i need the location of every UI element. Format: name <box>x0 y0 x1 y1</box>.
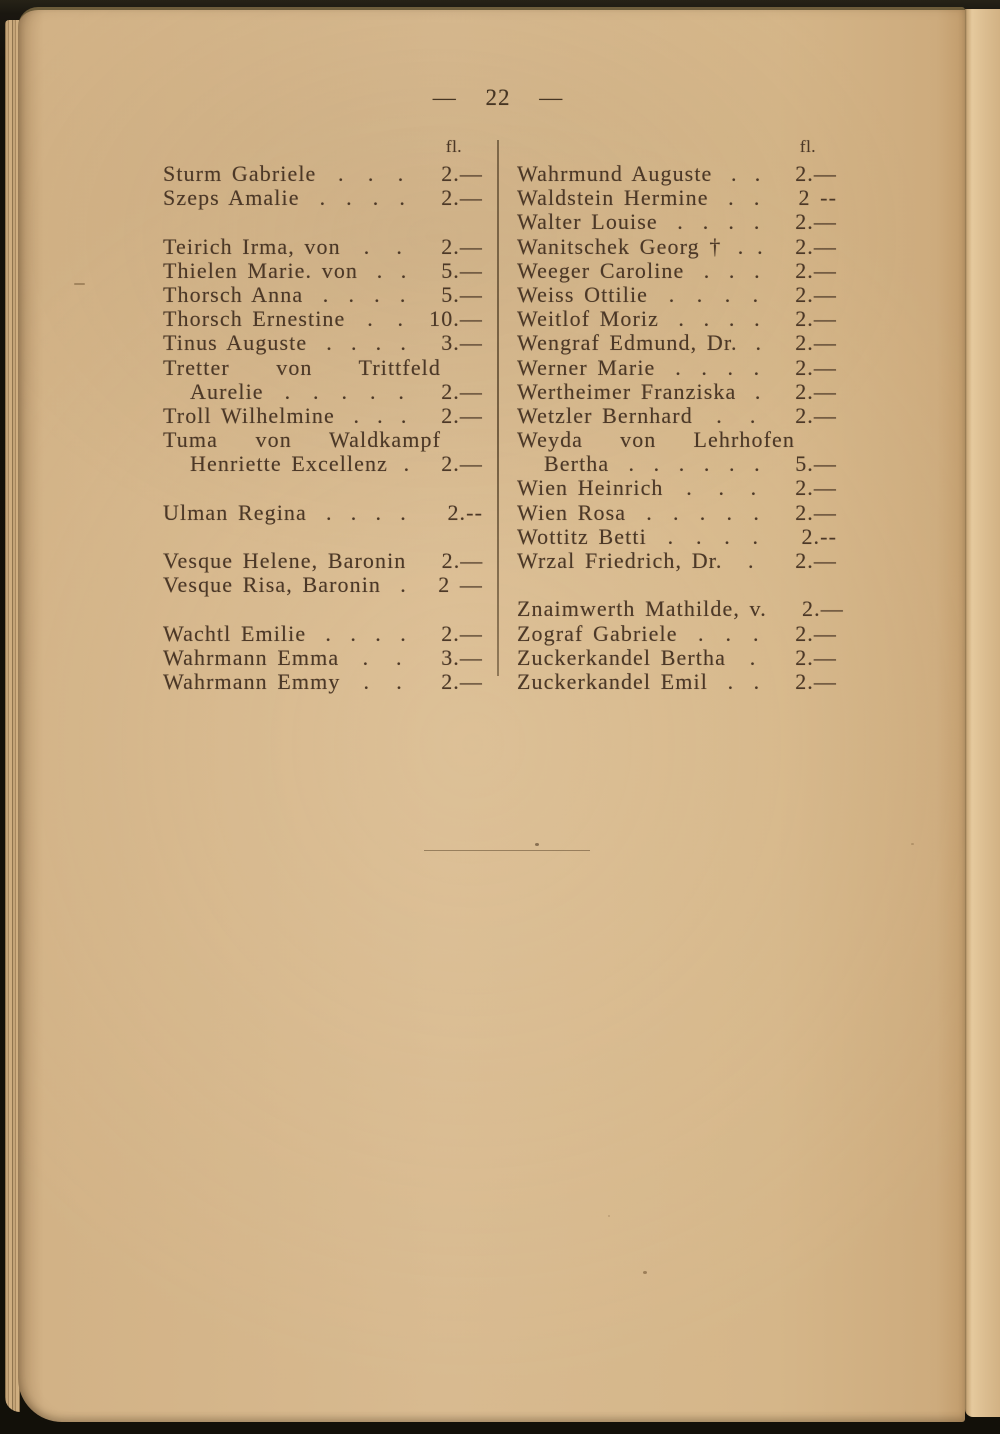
dot-leader: . . . . <box>675 354 761 380</box>
amount-value: 2.— <box>795 620 837 646</box>
ledger-row <box>517 548 837 572</box>
ledger-row <box>517 258 837 282</box>
ledger-row <box>163 403 483 427</box>
person-name: Wien Heinrich <box>517 475 664 501</box>
amount-value: 2.-- <box>447 499 483 525</box>
ledger-entries-left <box>163 161 483 693</box>
person-name: Waldstein Hermine <box>517 185 709 211</box>
amount-value: 2.— <box>795 330 837 356</box>
amount-value: 3.— <box>441 330 483 356</box>
person-name: Sturm Gabriele <box>163 161 317 186</box>
dot-leader: . . <box>716 402 757 428</box>
person-name: Wottitz Betti <box>517 523 647 549</box>
person-name: Walter Louise <box>517 209 658 235</box>
ledger-row <box>163 379 483 403</box>
ledger-row <box>517 355 837 379</box>
ledger-row <box>163 234 483 258</box>
ledger-row <box>163 427 483 451</box>
person-name: Henriette Excellenz <box>190 451 388 477</box>
person-name: Weyda von Lehrhofen <box>517 427 795 453</box>
ledger-row <box>163 161 483 185</box>
dot-leader: . . . . <box>668 281 760 307</box>
amount-value: 2.— <box>795 644 837 670</box>
dot-leader: . . <box>727 668 761 694</box>
currency-header-left: fl. <box>445 137 463 156</box>
ledger-row <box>517 427 837 451</box>
person-name: Tretter von Trittfeld <box>163 354 441 380</box>
amount-value: 2.— <box>802 596 844 622</box>
dot-leader: . . . . <box>325 499 407 525</box>
amount-value: 2.— <box>441 185 483 211</box>
dot-leader: . . . <box>353 402 408 428</box>
ledger-row <box>517 621 837 645</box>
ledger-row <box>517 403 837 427</box>
amount-value: 2.— <box>441 620 483 646</box>
amount-value: 2.— <box>795 161 837 186</box>
amount-value: 2.— <box>795 354 837 380</box>
ledger-row <box>517 306 837 330</box>
amount-value: 2.— <box>795 281 837 307</box>
person-name: Wrzal Friedrich, Dr. <box>517 548 723 573</box>
dot-leader: . <box>755 330 763 356</box>
amount-value: 2.— <box>795 306 837 332</box>
amount-value: 2.— <box>441 161 483 186</box>
dot-leader: . . <box>737 233 764 259</box>
amount-value: 2.-- <box>801 523 837 549</box>
dot-leader: . . . <box>703 257 761 283</box>
dot-leader: . . <box>367 306 405 332</box>
person-name: Wanitschek Georg † <box>517 233 722 259</box>
ledger-row <box>517 185 837 209</box>
ledger-row <box>163 621 483 645</box>
person-name: Thielen Marie. von <box>163 257 359 283</box>
dot-leader: . . . . <box>319 185 406 211</box>
ledger-row <box>517 209 837 233</box>
dot-leader: . . . . <box>678 306 761 332</box>
person-name: Znaimwerth Mathilde, v. <box>517 596 767 622</box>
person-name: Zograf Gabriele <box>517 620 678 646</box>
dot-leader: . <box>747 548 755 573</box>
amount-value: 2.— <box>795 378 837 404</box>
ledger-row <box>163 258 483 282</box>
amount-value: 2.— <box>795 668 837 694</box>
person-name: Teirich Irma, von <box>163 233 341 259</box>
ledger-row <box>163 185 483 209</box>
person-name: Troll Wilhelmine <box>163 402 335 428</box>
person-name: Zuckerkandel Bertha <box>517 644 726 670</box>
dot-leader: . . <box>363 668 403 694</box>
dot-leader: . . <box>362 644 403 670</box>
currency-header-row <box>163 137 483 161</box>
currency-header-right: fl. <box>799 137 817 156</box>
amount-value: 2 -- <box>798 185 837 211</box>
page-number: — 22 — <box>432 85 564 110</box>
amount-value: 10.— <box>429 306 483 332</box>
person-name: Weeger Caroline <box>517 257 685 283</box>
dot-leader: . <box>400 572 407 598</box>
ledger-row <box>517 330 837 354</box>
ledger-column-right <box>517 137 844 694</box>
person-name: Wahrmann Emmy <box>163 668 341 694</box>
dot-leader: . . . . <box>322 281 407 307</box>
person-name: Aurelie <box>190 378 264 404</box>
ledger-row <box>517 500 837 524</box>
dot-leader: . <box>749 644 757 670</box>
amount-value: 2.— <box>795 475 837 501</box>
ledger-row <box>517 234 837 258</box>
person-name: Vesque Helene, Baronin <box>163 548 407 573</box>
currency-header-row <box>517 137 837 161</box>
person-name: Wetzler Bernhard <box>517 402 693 428</box>
person-name: Ulman Regina <box>163 499 307 525</box>
person-name: Wengraf Edmund, Dr. <box>517 330 738 356</box>
amount-value: 2.— <box>795 257 837 283</box>
ledger-row <box>517 282 837 306</box>
amount-value: 3.— <box>441 644 483 670</box>
ledger-row <box>517 669 837 693</box>
person-name: Zuckerkandel Emil <box>517 668 708 694</box>
amount-value: 2.— <box>795 233 837 259</box>
ledger-row <box>517 645 837 669</box>
amount-value: 2.— <box>441 548 484 573</box>
person-name: Wien Rosa <box>517 499 627 525</box>
amount-value: 2.— <box>795 402 837 428</box>
ledger-row <box>163 500 483 524</box>
ledger-row <box>163 355 483 379</box>
dot-leader: . . <box>376 257 408 283</box>
dot-leader: . . <box>363 233 403 259</box>
dot-leader: . . . <box>338 161 405 186</box>
section-end-rule <box>424 850 590 851</box>
dot-leader: . . . <box>686 475 758 501</box>
person-name: Tinus Auguste <box>163 330 308 356</box>
dot-leader: . . . . <box>325 620 407 646</box>
dot-leader: . . . . . <box>646 499 760 525</box>
amount-value: 2.— <box>441 233 483 259</box>
person-name: Wertheimer Franziska <box>517 378 737 404</box>
ledger-row <box>517 596 844 622</box>
dot-leader: . <box>754 378 762 404</box>
person-name: Weitlof Moriz <box>517 306 659 332</box>
person-name: Bertha <box>544 451 610 477</box>
person-name: Wahrmann Emma <box>163 644 340 670</box>
ledger-row <box>517 161 837 185</box>
person-name: Thorsch Ernestine <box>163 306 346 332</box>
amount-value: 2.— <box>441 378 483 404</box>
dot-leader: . . <box>731 161 762 186</box>
ledger-row <box>163 669 483 693</box>
dot-leader: . . . . <box>677 209 761 235</box>
amount-value: 5.— <box>441 257 483 283</box>
person-name: Weiss Ottilie <box>517 281 649 307</box>
amount-value: 5.— <box>795 451 837 477</box>
ledger-row <box>163 572 483 596</box>
amount-value: 2.— <box>441 668 483 694</box>
person-name: Szeps Amalie <box>163 185 300 211</box>
amount-value: 2 — <box>438 572 483 598</box>
amount-value: 2.— <box>441 451 483 477</box>
amount-value: 2.— <box>795 548 837 573</box>
ledger-row <box>517 475 837 499</box>
column-divider-rule <box>497 140 499 676</box>
dot-leader: . <box>403 451 411 477</box>
dot-leader: . . . . <box>326 330 407 356</box>
person-name: Wahrmund Auguste <box>517 161 713 186</box>
ledger-row <box>163 282 483 306</box>
ledger-row <box>517 379 837 403</box>
person-name: Werner Marie <box>517 354 656 380</box>
person-name: Wachtl Emilie <box>163 620 307 646</box>
person-name: Tuma von Waldkampf <box>163 427 441 453</box>
dot-leader: . . <box>728 185 761 211</box>
amount-value: 2.— <box>795 209 837 235</box>
ledger-row <box>517 524 837 548</box>
ledger-row <box>163 330 483 354</box>
ledger-entries-right <box>517 161 844 694</box>
amount-value: 2.— <box>441 402 483 428</box>
ledger-row <box>163 451 483 475</box>
dot-leader: . . . . <box>667 523 760 549</box>
person-name: Vesque Risa, Baronin <box>163 572 382 598</box>
dot-leader: . . . <box>698 620 760 646</box>
person-name: Thorsch Anna <box>163 281 304 307</box>
dot-leader: . . . . . . <box>628 451 761 477</box>
ledger-row <box>163 306 483 330</box>
ledger-column-left <box>163 137 483 693</box>
ledger-row <box>163 548 483 572</box>
amount-value: 5.— <box>441 281 483 307</box>
ledger-row <box>163 645 483 669</box>
amount-value: 2.— <box>795 499 837 525</box>
ledger-row <box>517 451 837 475</box>
dot-leader: . . . . . <box>284 378 406 404</box>
